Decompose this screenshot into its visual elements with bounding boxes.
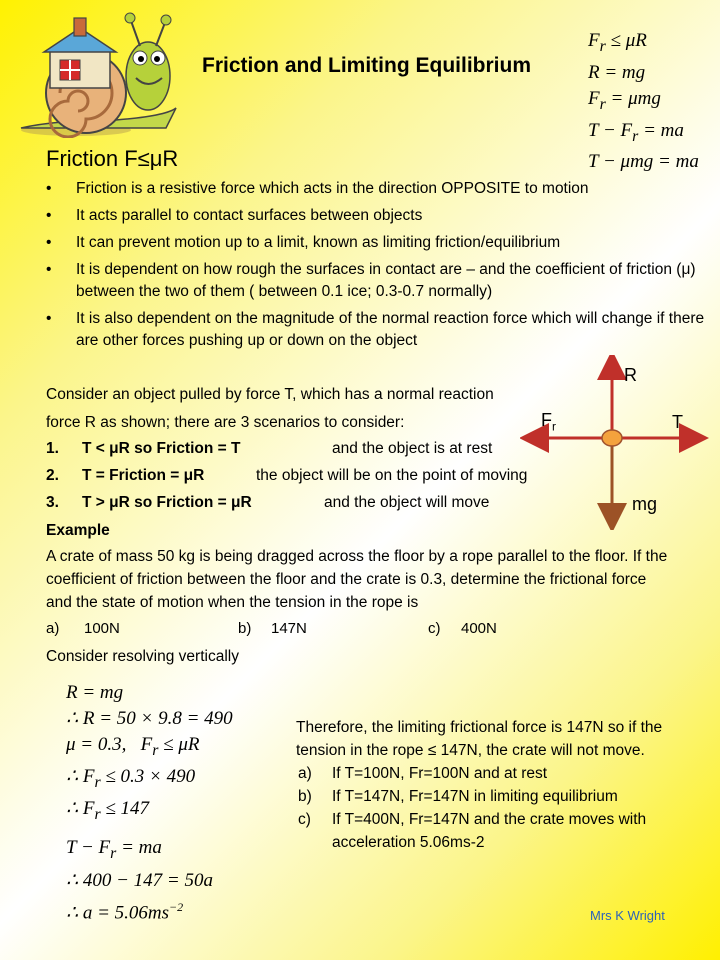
label-T: T <box>672 412 683 432</box>
conclusion-text: If T=147N, Fr=147N in limiting equilibrium <box>332 788 618 805</box>
consider-line-1: Consider an object pulled by force T, which has a normal reaction <box>46 386 494 403</box>
resolve-text: Consider resolving vertically <box>46 648 239 665</box>
bullet-item: • It can prevent motion up to a limit, known as limiting friction/equilibrium <box>46 232 706 254</box>
top-equation: $T - F_r$ = ma <box>588 119 684 145</box>
working-line: μ = 0.3, $F_r \le \mu R$ <box>66 734 200 759</box>
answer-value: 147N <box>271 620 307 637</box>
conclusion-label: b) <box>298 788 312 805</box>
scenario-number: 1. <box>46 440 59 457</box>
working-line: ∴ $F_r \le 0.3 \times 490$ <box>66 765 196 791</box>
top-equations <box>588 28 699 175</box>
working-line: R = mg <box>66 682 124 703</box>
object-dot <box>602 430 622 446</box>
conclusion-item <box>296 808 696 854</box>
force-diagram <box>520 355 720 530</box>
scenario-result: the object will be on the point of moving <box>256 467 528 484</box>
snail-illustration <box>16 8 196 138</box>
section-title: Friction F≤μR <box>46 146 179 171</box>
bullet-item: • It is also dependent on the magnitude of the normal reaction force which will change if there are other forces pushing up or down on the object <box>46 308 706 352</box>
answer-label: b) <box>238 620 252 637</box>
scenario-number: 3. <box>46 494 59 511</box>
page-title: Friction and Limiting Equilibrium <box>202 54 531 77</box>
top-equation: R = mg <box>588 61 646 83</box>
answer-label: a) <box>46 620 60 637</box>
scenario-result: and the object is at rest <box>332 440 493 457</box>
working-line: ∴ $F_r \le 147$ <box>66 797 150 823</box>
conclusion-list <box>296 762 696 854</box>
scenario-number: 2. <box>46 467 59 484</box>
friction-bullet-list <box>46 178 706 357</box>
scenario-condition: T < μR so Friction = T <box>82 440 241 457</box>
consider-line-2: force R as shown; there are 3 scenarios to consider: <box>46 414 405 431</box>
label-mg: mg <box>632 494 658 514</box>
conclusion-text: If T=400N, Fr=147N and the crate moves with acceleration 5.06ms-2 <box>332 811 647 851</box>
label-F: F <box>541 410 552 430</box>
conclusion-item <box>296 785 696 808</box>
conclusion-label: a) <box>298 765 312 782</box>
horizontal-working <box>66 834 213 926</box>
author-credit: Mrs K Wright <box>590 908 665 923</box>
vertical-working <box>66 680 233 827</box>
bullet-item: • Friction is a resistive force which acts in the direction OPPOSITE to motion <box>46 178 706 200</box>
label-R: R <box>624 365 637 385</box>
conclusion-block <box>296 716 696 854</box>
scenario-condition: T = Friction = μR <box>82 467 205 484</box>
scenario-condition: T > μR so Friction = μR <box>82 494 252 511</box>
top-equation: $F_r \le \mu R$ <box>588 30 647 55</box>
bullet-item: • It acts parallel to contact surfaces between objects <box>46 205 706 227</box>
conclusion-text: If T=100N, Fr=100N and at rest <box>332 765 548 782</box>
top-equation: T − μmg = ma <box>588 151 699 173</box>
label-Fr <box>541 410 556 434</box>
label-r-sub: r <box>552 419 556 434</box>
answer-value: 400N <box>461 620 497 637</box>
scenario-result: and the object will move <box>324 494 490 511</box>
answer-value: 100N <box>84 620 120 637</box>
answer-label: c) <box>428 620 441 637</box>
working-line: ∴ R = 50 × 9.8 = 490 <box>66 708 233 729</box>
example-text: A crate of mass 50 kg is being dragged across the floor by a rope parallel to the floor. If the coefficient of friction between the floor and the crate is 0.3, determine the frictional force and the state of motion when the tension in the rope is <box>46 548 668 611</box>
conclusion-intro: Therefore, the limiting frictional force is 147N so if the tension in the rope ≤ 147N, the crate will not move. <box>296 719 663 759</box>
bullet-item: • It is dependent on how rough the surfaces in contact are – and the coefficient of friction (μ) between the two of them ( between 0.1 ice; 0.3-0.7 normally) <box>46 259 706 303</box>
example-heading: Example <box>46 522 110 539</box>
conclusion-item <box>296 762 696 785</box>
working-line: $T - F_r$ = ma <box>66 837 162 862</box>
working-line: ∴ $a = 5.06ms^{-2}$ <box>66 899 184 924</box>
working-line: ∴ 400 − 147 = 50a <box>66 869 213 891</box>
top-equation: $F_r = \mu mg$ <box>588 87 661 113</box>
conclusion-label: c) <box>298 811 311 828</box>
